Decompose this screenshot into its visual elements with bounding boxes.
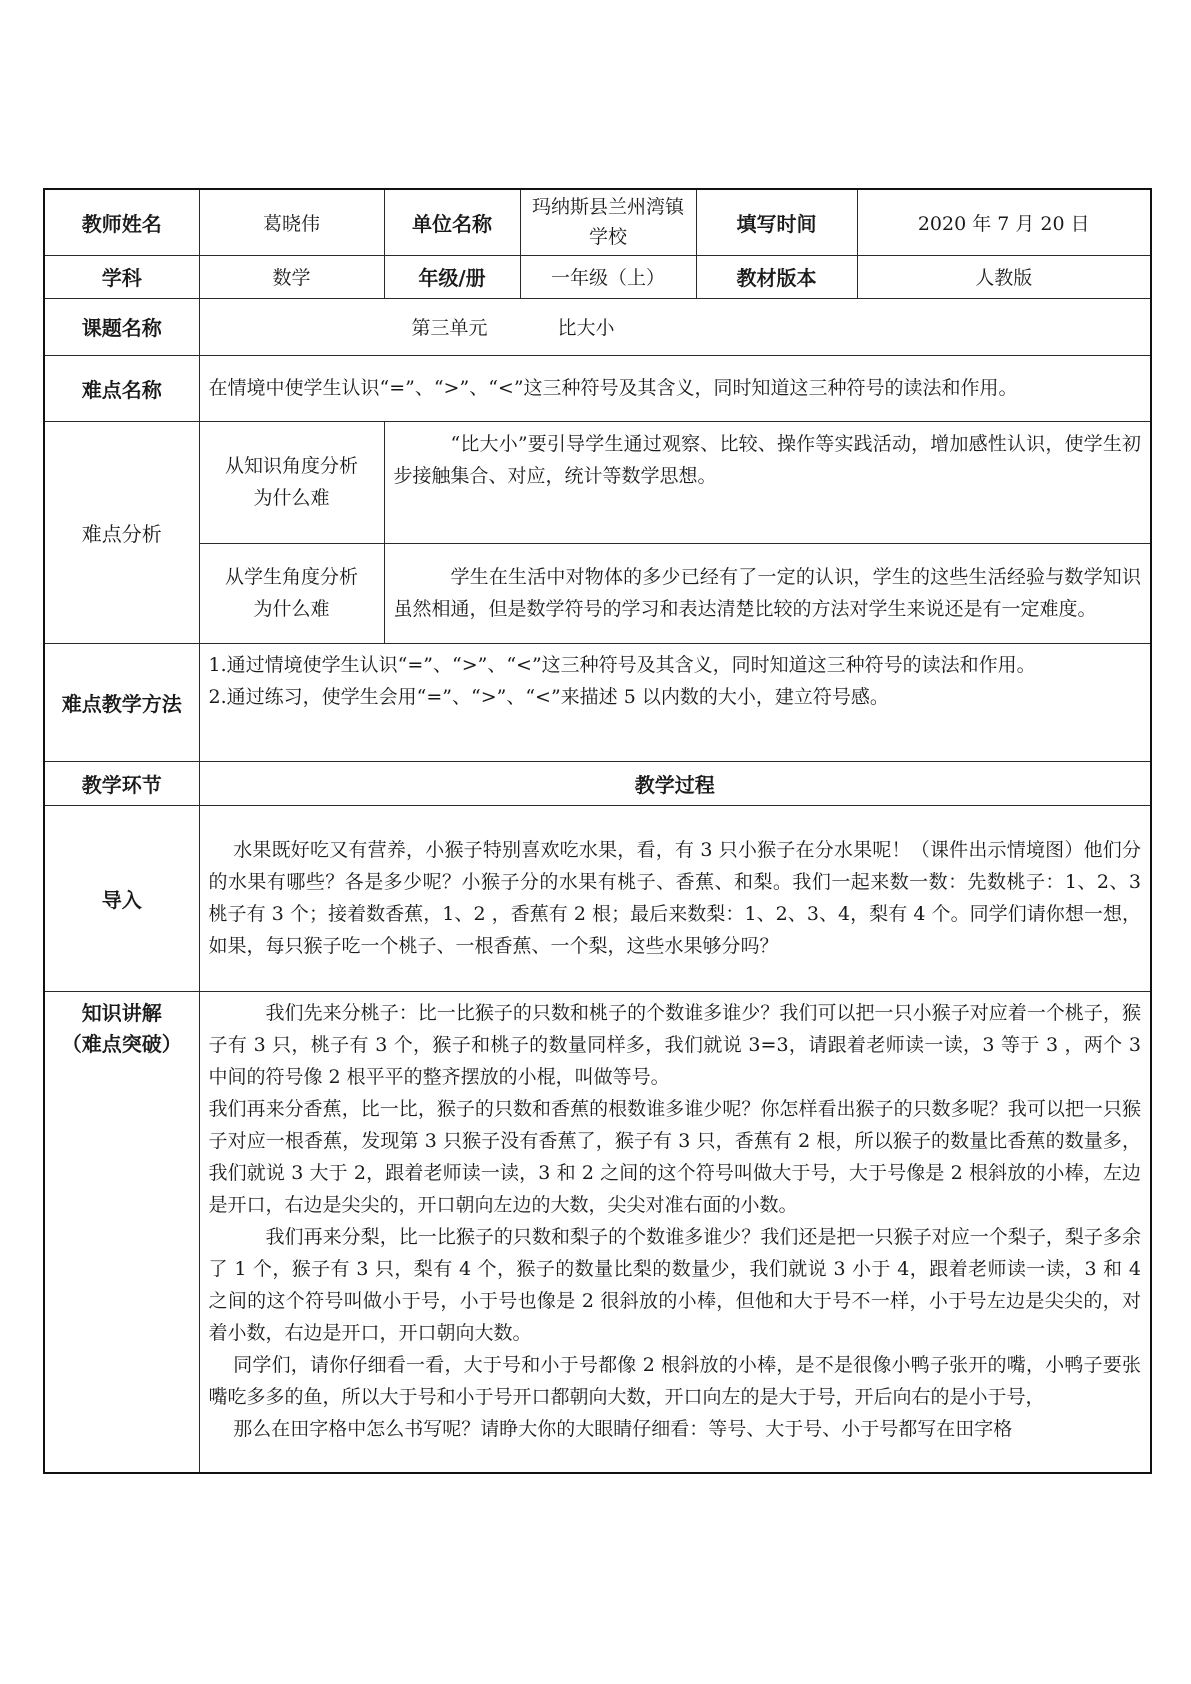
analysis-label: 难点分析 bbox=[44, 421, 199, 643]
knowledge-label-line2: （难点突破） bbox=[61, 1031, 182, 1056]
difficulty-label: 难点名称 bbox=[44, 355, 199, 421]
method-item-2: 2.通过练习，使学生会用“=”、“>”、“<”来描述 5 以内数的大小，建立符号感。 bbox=[208, 685, 889, 708]
lesson-plan-table bbox=[43, 188, 1161, 1474]
knowledge-angle-label: 从知识角度分析为什么难 bbox=[199, 421, 384, 543]
unit-value: 玛纳斯县兰州湾镇学校 bbox=[520, 189, 696, 255]
unit-label: 单位名称 bbox=[384, 189, 520, 255]
grade-label: 年级/册 bbox=[384, 255, 520, 298]
topic-row bbox=[44, 298, 1151, 355]
method-label: 难点教学方法 bbox=[44, 643, 199, 761]
subject-value: 数学 bbox=[199, 255, 384, 298]
topic-label: 课题名称 bbox=[44, 298, 199, 355]
method-content bbox=[199, 643, 1151, 761]
subject-label: 学科 bbox=[44, 255, 199, 298]
date-label: 填写时间 bbox=[696, 189, 857, 255]
analysis-row-student bbox=[44, 543, 1151, 643]
process-header-row bbox=[44, 761, 1151, 805]
grade-value: 一年级（上） bbox=[520, 255, 696, 298]
topic-title: 比大小 bbox=[557, 317, 615, 339]
method-item-1: 1.通过情境使学生认识“=”、“>”、“<”这三种符号及其含义，同时知道这三种符号的读法和作用。 bbox=[208, 653, 1036, 676]
topic-value bbox=[199, 298, 1151, 355]
knowledge-label-line1: 知识讲解 bbox=[81, 1000, 162, 1025]
edition-value: 人教版 bbox=[857, 255, 1151, 298]
teacher-value: 葛晓伟 bbox=[199, 189, 384, 255]
analysis-row-knowledge bbox=[44, 421, 1151, 543]
intro-label: 导入 bbox=[44, 805, 199, 991]
difficulty-row bbox=[44, 355, 1151, 421]
stage-header: 教学环节 bbox=[44, 761, 199, 805]
student-angle-label: 从学生角度分析为什么难 bbox=[199, 543, 384, 643]
header-row-1 bbox=[44, 189, 1151, 255]
knowledge-row bbox=[44, 991, 1151, 1473]
process-header: 教学过程 bbox=[199, 761, 1151, 805]
intro-text: 水果既好吃又有营养，小猴子特别喜欢吃水果，看，有 3 只小猴子在分水果呢！（课件出示情境图）他们分的水果有哪些？各是多少呢？小猴子分的水果有桃子、香蕉、和梨。我们一起来数一数：先数桃子：1、2、3 桃子有 3 个；接着数香蕉，1、2 ，香蕉有 2 根；最后来数梨：1、2、3、4，梨有 4 个。同学们请你想一想，如果，每只猴子吃一个桃子、一根香蕉、一个梨，这些水果够分吗？ bbox=[199, 805, 1151, 991]
knowledge-content bbox=[199, 991, 1151, 1473]
difficulty-text: 在情境中使学生认识“=”、“>”、“<”这三种符号及其含义，同时知道这三种符号的读法和作用。 bbox=[199, 355, 1151, 421]
date-value: 2020 年 7 月 20 日 bbox=[857, 189, 1151, 255]
knowledge-paragraph-4: 同学们，请你仔细看一看，大于号和小于号都像 2 根斜放的小棒，是不是很像小鸭子张开的嘴，小鸭子要张嘴吃多多的鱼，所以大于号和小于号开口都朝向大数，开口向左的是大于号，开后向右的是小于号， bbox=[208, 1353, 1141, 1408]
edition-label: 教材版本 bbox=[696, 255, 857, 298]
knowledge-paragraph-1: 我们先来分桃子：比一比猴子的只数和桃子的个数谁多谁少？我们可以把一只小猴子对应着一个桃子，猴子有 3 只，桃子有 3 个，猴子和桃子的数量同样多，我们就说 3=3，请跟着老师读一读，3 等于 3 ，两个 3 中间的符号像 2 根平平的整齐摆放的小棍，叫做等号。 bbox=[208, 1001, 1141, 1088]
method-row bbox=[44, 643, 1151, 761]
teacher-label: 教师姓名 bbox=[44, 189, 199, 255]
header-row-2 bbox=[44, 255, 1151, 298]
knowledge-paragraph-2: 我们再来分香蕉，比一比，猴子的只数和香蕉的根数谁多谁少呢？你怎样看出猴子的只数多呢？我可以把一只猴子对应一根香蕉，发现第 3 只猴子没有香蕉了，猴子有 3 只，香蕉有 2 根，所以猴子的数量比香蕉的数量多，我们就说 3 大于 2，跟着老师读一读，3 和 2 之间的这个符号叫做大于号，大于号像是 2 根斜放的小棒，左边是开口，右边是尖尖的，开口朝向左边的大数，尖尖对准右面的小数。 bbox=[208, 1097, 1141, 1216]
topic-unit: 第三单元 bbox=[411, 317, 488, 339]
knowledge-paragraph-5: 那么在田字格中怎么书写呢？请睁大你的大眼睛仔细看：等号、大于号、小于号都写在田字格 bbox=[233, 1417, 1013, 1440]
intro-row bbox=[44, 805, 1151, 991]
knowledge-label bbox=[44, 991, 199, 1473]
student-angle-text: 学生在生活中对物体的多少已经有了一定的认识，学生的这些生活经验与数学知识虽然相通，但是数学符号的学习和表达清楚比较的方法对学生来说还是有一定难度。 bbox=[384, 543, 1151, 643]
knowledge-angle-text: “比大小”要引导学生通过观察、比较、操作等实践活动，增加感性认识，使学生初步接触集合、对应，统计等数学思想。 bbox=[384, 421, 1151, 543]
knowledge-paragraph-3: 我们再来分梨，比一比猴子的只数和梨子的个数谁多谁少？我们还是把一只猴子对应一个梨子，梨子多余了 1 个，猴子有 3 只，梨有 4 个，猴子的数量比梨的数量少，我们就说 3 小于 4，跟着老师读一读，3 和 4 之间的这个符号叫做小于号，小于号也像是 2 很斜放的小棒，但他和大于号不一样，小于号左边是尖尖的，对着小数，右边是开口，开口朝向大数。 bbox=[208, 1225, 1141, 1344]
